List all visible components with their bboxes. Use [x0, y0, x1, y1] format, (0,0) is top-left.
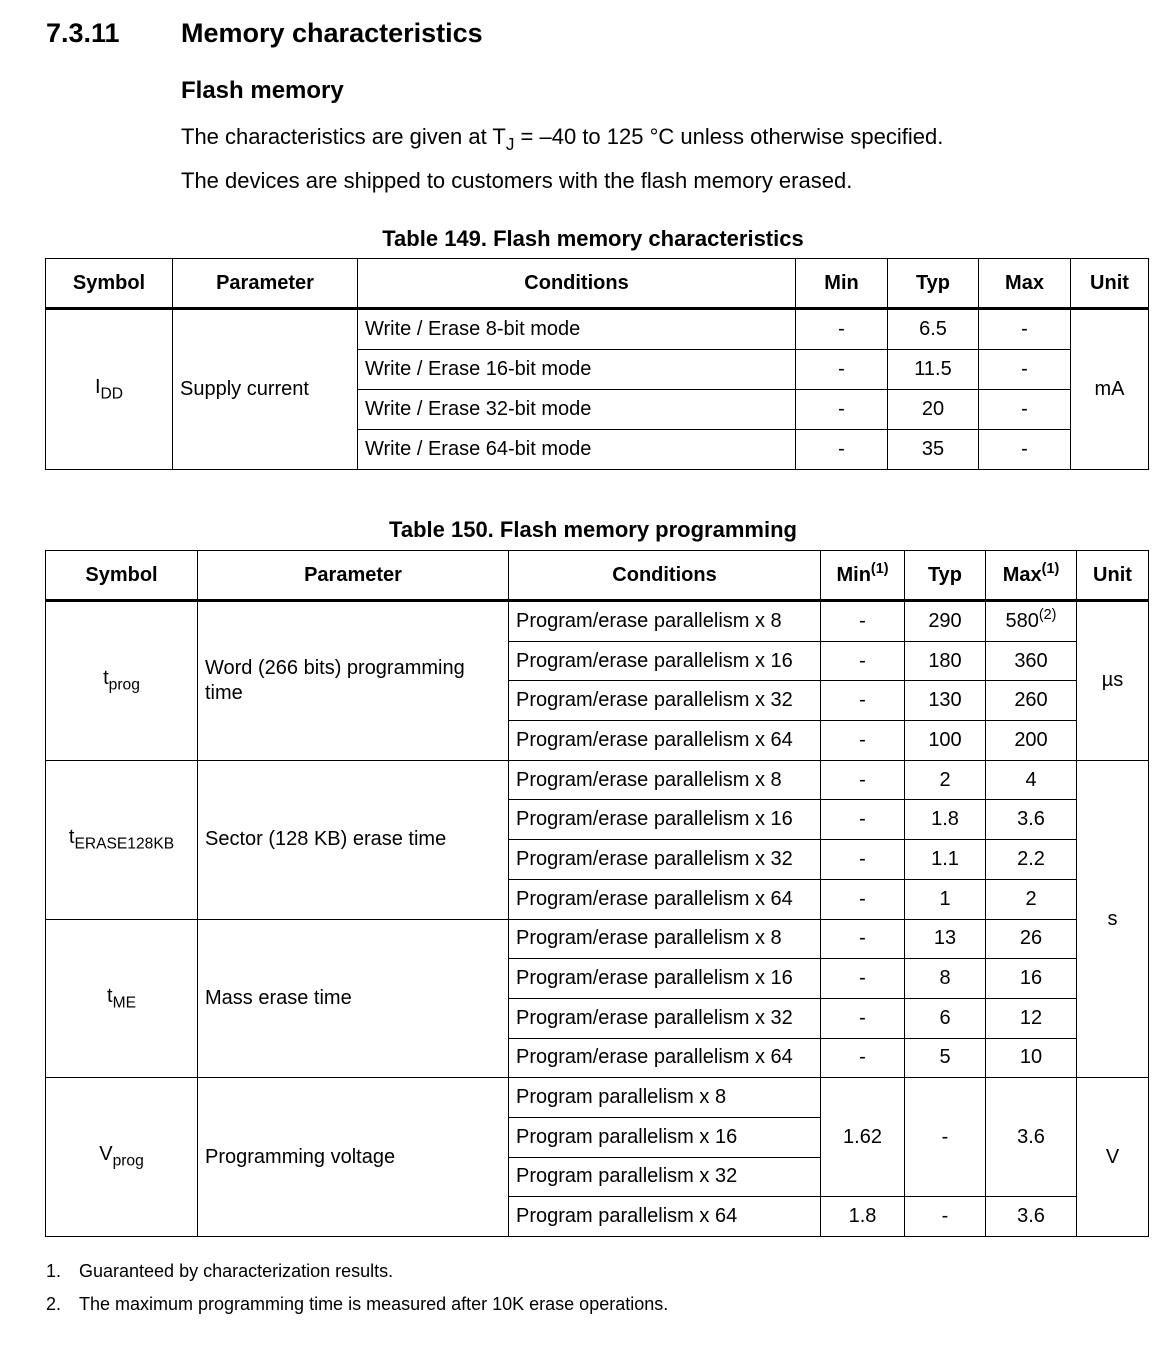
parameter-cell: Sector (128 KB) erase time: [198, 760, 509, 919]
header-conditions: Conditions: [358, 259, 796, 309]
unit-cell: V: [1077, 1078, 1149, 1237]
table-149: [45, 258, 1149, 470]
conditions-cell: Program parallelism x 16: [509, 1117, 821, 1157]
conditions-cell: Program/erase parallelism x 8: [509, 760, 821, 800]
table-149-caption: Table 149. Flash memory characteristics: [382, 226, 804, 251]
conditions-cell: Program/erase parallelism x 8: [509, 919, 821, 959]
min-cell: -: [821, 879, 905, 919]
unit-cell: mA: [1071, 309, 1149, 470]
header-parameter: Parameter: [198, 551, 509, 601]
typ-cell: 8: [905, 959, 986, 999]
typ-cell: -: [905, 1197, 986, 1237]
conditions-cell: Write / Erase 64-bit mode: [358, 430, 796, 470]
conditions-cell: Program/erase parallelism x 32: [509, 840, 821, 880]
max-cell: 580$^{(2)}$: [986, 601, 1077, 642]
min-cell: -: [821, 601, 905, 642]
symbol-cell: $t_{ERASE128KB}$: [46, 760, 198, 919]
typ-cell: 11.5: [888, 350, 979, 390]
conditions-cell: Program/erase parallelism x 64: [509, 1038, 821, 1078]
paragraph-conditions: The characteristics are given at $T_J = -40$ to 125 °C unless otherwise specified.: [181, 124, 944, 154]
conditions-cell: Program parallelism x 8: [509, 1078, 821, 1118]
max-cell: 3.6: [986, 800, 1077, 840]
typ-cell: 35: [888, 430, 979, 470]
max-cell: 2.2: [986, 840, 1077, 880]
max-cell: 2: [986, 879, 1077, 919]
conditions-cell: Write / Erase 32-bit mode: [358, 390, 796, 430]
typ-cell: 130: [905, 681, 986, 721]
conditions-cell: Program parallelism x 32: [509, 1157, 821, 1197]
table-header-row: [46, 259, 1149, 309]
max-cell: 10: [986, 1038, 1077, 1078]
max-cell: 4: [986, 760, 1077, 800]
min-cell: 1.62: [821, 1078, 905, 1197]
min-cell: -: [796, 390, 888, 430]
symbol-cell: $I_{DD}$: [46, 309, 173, 470]
min-cell: -: [821, 641, 905, 681]
typ-cell: 100: [905, 721, 986, 761]
footnote-1: 1. Guaranteed by characterization results.: [46, 1261, 394, 1281]
table-row: [46, 760, 1149, 800]
typ-cell: 1: [905, 879, 986, 919]
symbol-cell: $t_{ME}$: [46, 919, 198, 1078]
header-unit: Unit: [1071, 259, 1149, 309]
table-150: [45, 550, 1149, 1237]
header-min: Min: [796, 259, 888, 309]
paragraph-shipping: The devices are shipped to customers with the flash memory erased.: [181, 168, 853, 193]
typ-cell: 6.5: [888, 309, 979, 350]
min-cell: 1.8: [821, 1197, 905, 1237]
unit-cell: µs: [1077, 601, 1149, 761]
unit-cell: s: [1077, 760, 1149, 1078]
max-cell: -: [979, 390, 1071, 430]
max-cell: 260: [986, 681, 1077, 721]
header-unit: Unit: [1077, 551, 1149, 601]
footnote-2: 2. The maximum programming time is measured after 10K erase operations.: [46, 1294, 669, 1314]
symbol-cell: $V_{prog}$: [46, 1078, 198, 1237]
parameter-cell: Mass erase time: [198, 919, 509, 1078]
header-max: Max: [979, 259, 1071, 309]
conditions-cell: Program/erase parallelism x 64: [509, 721, 821, 761]
typ-cell: 5: [905, 1038, 986, 1078]
header-max: Max$^{(1)}$: [986, 551, 1077, 601]
table-row: [46, 919, 1149, 959]
footnote-ref: (1): [870, 560, 889, 577]
header-conditions: Conditions: [509, 551, 821, 601]
typ-cell: 20: [888, 390, 979, 430]
max-cell: 360: [986, 641, 1077, 681]
max-cell: -: [979, 309, 1071, 350]
footnote-ref: (2): [1038, 606, 1057, 623]
header-min: Min$^{(1)}$: [821, 551, 905, 601]
conditions-cell: Program/erase parallelism x 16: [509, 641, 821, 681]
max-cell: 12: [986, 998, 1077, 1038]
min-cell: -: [821, 721, 905, 761]
header-typ: Typ: [905, 551, 986, 601]
header-parameter: Parameter: [173, 259, 358, 309]
min-cell: -: [821, 959, 905, 999]
max-cell: -: [979, 350, 1071, 390]
conditions-cell: Program/erase parallelism x 16: [509, 959, 821, 999]
table-row: [46, 309, 1149, 350]
typ-cell: -: [905, 1078, 986, 1197]
min-cell: -: [796, 350, 888, 390]
max-cell: 3.6: [986, 1078, 1077, 1197]
min-cell: -: [821, 919, 905, 959]
min-cell: -: [821, 840, 905, 880]
header-typ: Typ: [888, 259, 979, 309]
table-150-caption: Table 150. Flash memory programming: [389, 517, 797, 542]
conditions-cell: Program/erase parallelism x 16: [509, 800, 821, 840]
table-header-row: [46, 551, 1149, 601]
conditions-cell: Program/erase parallelism x 32: [509, 681, 821, 721]
parameter-cell: Supply current: [173, 309, 358, 470]
conditions-cell: Program/erase parallelism x 64: [509, 879, 821, 919]
typ-cell: 2: [905, 760, 986, 800]
typ-cell: 290: [905, 601, 986, 642]
typ-cell: 1.8: [905, 800, 986, 840]
section-title: Memory characteristics: [181, 18, 483, 48]
min-cell: -: [796, 430, 888, 470]
typ-cell: 180: [905, 641, 986, 681]
typ-cell: 6: [905, 998, 986, 1038]
min-cell: -: [821, 800, 905, 840]
max-cell: 200: [986, 721, 1077, 761]
conditions-cell: Program/erase parallelism x 32: [509, 998, 821, 1038]
header-symbol: Symbol: [46, 551, 198, 601]
conditions-cell: Program parallelism x 64: [509, 1197, 821, 1237]
min-cell: -: [821, 998, 905, 1038]
conditions-cell: Write / Erase 16-bit mode: [358, 350, 796, 390]
parameter-cell: Programming voltage: [198, 1078, 509, 1237]
min-cell: -: [821, 1038, 905, 1078]
table-row: [46, 601, 1149, 642]
symbol-cell: $t_{prog}$: [46, 601, 198, 761]
min-cell: -: [796, 309, 888, 350]
footnote-ref: (1): [1041, 560, 1060, 577]
subsection-title: Flash memory: [181, 77, 344, 104]
typ-cell: 1.1: [905, 840, 986, 880]
max-cell: 16: [986, 959, 1077, 999]
max-cell: 26: [986, 919, 1077, 959]
max-cell: 3.6: [986, 1197, 1077, 1237]
conditions-cell: Program/erase parallelism x 8: [509, 601, 821, 642]
table-row: [46, 1078, 1149, 1118]
section-number: 7.3.11: [46, 18, 120, 48]
header-symbol: Symbol: [46, 259, 173, 309]
conditions-cell: Write / Erase 8-bit mode: [358, 309, 796, 350]
typ-cell: 13: [905, 919, 986, 959]
min-cell: -: [821, 681, 905, 721]
min-cell: -: [821, 760, 905, 800]
parameter-cell: Word (266 bits) programming time: [198, 601, 509, 761]
max-cell: -: [979, 430, 1071, 470]
